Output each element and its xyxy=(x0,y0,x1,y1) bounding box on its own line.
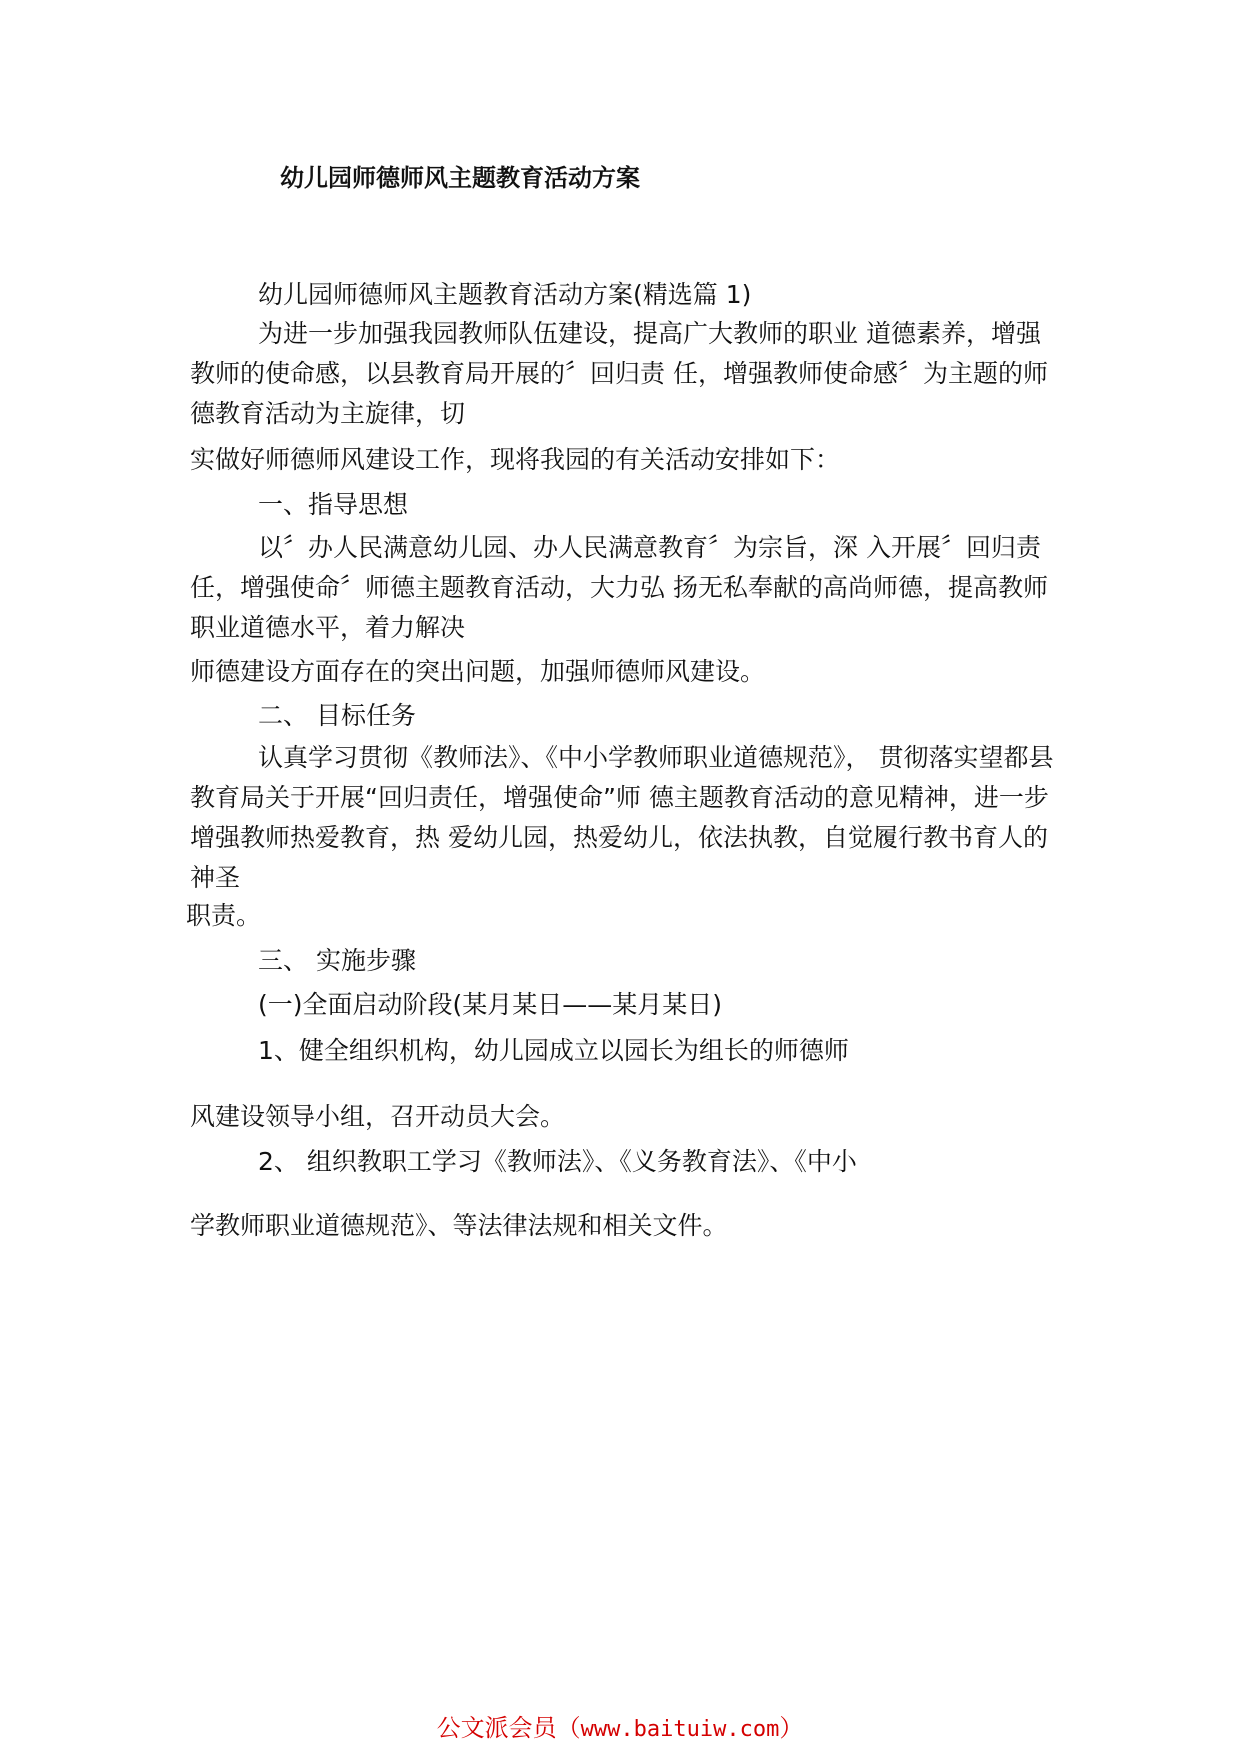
item1-continued: 风建设领导小组，召开动员大会。 xyxy=(190,1102,566,1131)
intro-paragraph: 为进一步加强我园教师队伍建设，提高广大教师的职业 道德素养，增强教师的使命感，以县教育局开展的〞回归责 任，增强教师使命感〞为主题的师德教育活动为主旋律，切 xyxy=(190,319,1048,428)
item2: 2、 组织教职工学习《教师法》、《义务教育法》、《中小 xyxy=(258,1147,857,1176)
document-title: 幼儿园师德师风主题教育活动方案 xyxy=(280,164,640,192)
footer-watermark xyxy=(0,1708,1240,1743)
section3-heading: 三、 实施步骤 xyxy=(258,946,416,975)
footer-label: 公文派会员（ xyxy=(436,1714,581,1742)
section1-paragraph-continued: 师德建设方面存在的突出问题，加强师德师风建设。 xyxy=(190,657,766,686)
section1-paragraph: 以〞办人民满意幼儿园、办人民满意教育〞为宗旨，深 入开展〞回归责任，增强使命〞师德主题教育活动，大力弘 扬无私奉献的高尚师德，提高教师职业道德水平，着力解决 xyxy=(190,533,1048,642)
phase1-heading: (一)全面启动阶段(某月某日——某月某日) xyxy=(258,990,723,1019)
section1-heading: 一、指导思想 xyxy=(258,490,409,519)
item1: 1、健全组织机构，幼儿园成立以园长为组长的师德师 xyxy=(258,1036,849,1065)
footer-close: ） xyxy=(779,1714,804,1742)
section2-heading: 二、 目标任务 xyxy=(258,701,416,730)
intro-paragraph-continued: 实做好师德师风建设工作，现将我园的有关活动安排如下： xyxy=(190,445,841,474)
section2-paragraph-continued: 职责。 xyxy=(186,901,262,930)
item2-continued: 学教师职业道德规范》、等法律法规和相关文件。 xyxy=(190,1211,728,1240)
footer-url[interactable]: www.baituiw.com xyxy=(580,1717,780,1742)
section2-paragraph: 认真学习贯彻《教师法》、《中小学教师职业道德规范》， 贯彻落实望都县教育局关于开展“回归责任，增强使命”师 德主题教育活动的意见精神，进一步增强教师热爱教育，热 爱幼儿园，热爱幼儿，依法执教，自觉履行教书育人的神圣 xyxy=(190,743,1054,892)
document-subtitle: 幼儿园师德师风主题教育活动方案(精选篇 1) xyxy=(258,280,752,309)
